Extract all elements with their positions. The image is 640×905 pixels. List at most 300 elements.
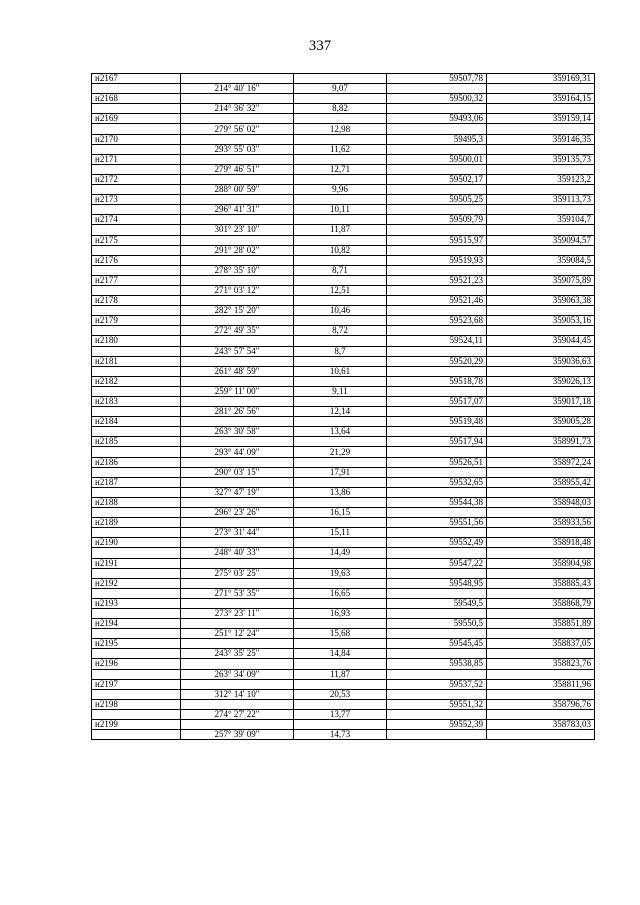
empty-cell bbox=[181, 154, 294, 164]
coordinate-x: 59537,52 bbox=[387, 679, 487, 689]
coordinate-x: 59515,97 bbox=[387, 235, 487, 245]
empty-cell bbox=[487, 225, 595, 235]
empty-cell bbox=[294, 417, 387, 427]
empty-cell bbox=[487, 689, 595, 699]
segment-length: 12,14 bbox=[294, 407, 387, 417]
coordinate-x: 59502,17 bbox=[387, 174, 487, 184]
empty-cell bbox=[92, 164, 181, 174]
point-row bbox=[92, 497, 595, 507]
empty-cell bbox=[487, 346, 595, 356]
direction-angle: 288° 00' 59" bbox=[181, 185, 294, 195]
empty-cell bbox=[387, 588, 487, 598]
empty-cell bbox=[294, 215, 387, 225]
empty-cell bbox=[294, 397, 387, 407]
segment-row bbox=[92, 225, 595, 235]
empty-cell bbox=[487, 185, 595, 195]
point-row bbox=[92, 316, 595, 326]
empty-cell bbox=[387, 205, 487, 215]
point-name: н2193 bbox=[92, 598, 181, 608]
direction-angle: 248° 40' 33" bbox=[181, 548, 294, 558]
segment-row bbox=[92, 326, 595, 336]
coordinate-y: 358783,03 bbox=[487, 720, 595, 730]
point-name: н2196 bbox=[92, 659, 181, 669]
point-row bbox=[92, 619, 595, 629]
direction-angle: 214° 40' 16" bbox=[181, 84, 294, 94]
empty-cell bbox=[92, 407, 181, 417]
segment-length: 9,96 bbox=[294, 185, 387, 195]
empty-cell bbox=[487, 386, 595, 396]
point-row bbox=[92, 558, 595, 568]
direction-angle: 293° 55' 03" bbox=[181, 144, 294, 154]
empty-cell bbox=[487, 164, 595, 174]
coordinate-x: 59551,56 bbox=[387, 518, 487, 528]
segment-row bbox=[92, 447, 595, 457]
empty-cell bbox=[294, 336, 387, 346]
segment-length: 16,15 bbox=[294, 508, 387, 518]
direction-angle: 291° 28' 02" bbox=[181, 245, 294, 255]
point-row bbox=[92, 417, 595, 427]
point-row bbox=[92, 296, 595, 306]
direction-angle: 271° 03' 12" bbox=[181, 285, 294, 295]
coordinate-x: 59519,93 bbox=[387, 255, 487, 265]
empty-cell bbox=[387, 407, 487, 417]
empty-cell bbox=[92, 508, 181, 518]
point-name: н2199 bbox=[92, 720, 181, 730]
point-row bbox=[92, 174, 595, 184]
empty-cell bbox=[92, 205, 181, 215]
empty-cell bbox=[487, 447, 595, 457]
empty-cell bbox=[181, 639, 294, 649]
segment-length: 14,73 bbox=[294, 730, 387, 740]
empty-cell bbox=[294, 154, 387, 164]
coordinate-y: 358868,79 bbox=[487, 598, 595, 608]
empty-cell bbox=[181, 296, 294, 306]
empty-cell bbox=[487, 709, 595, 719]
segment-length: 12,98 bbox=[294, 124, 387, 134]
empty-cell bbox=[294, 659, 387, 669]
empty-cell bbox=[294, 74, 387, 84]
direction-angle: 279° 56' 02" bbox=[181, 124, 294, 134]
empty-cell bbox=[387, 528, 487, 538]
point-row bbox=[92, 235, 595, 245]
empty-cell bbox=[181, 255, 294, 265]
segment-length: 10,46 bbox=[294, 306, 387, 316]
segment-length: 9,07 bbox=[294, 84, 387, 94]
point-name: н2195 bbox=[92, 639, 181, 649]
coordinate-y: 358948,03 bbox=[487, 497, 595, 507]
empty-cell bbox=[294, 174, 387, 184]
coordinate-y: 359036,63 bbox=[487, 356, 595, 366]
point-row bbox=[92, 134, 595, 144]
coordinate-x: 59517,94 bbox=[387, 437, 487, 447]
empty-cell bbox=[387, 124, 487, 134]
point-name: н2192 bbox=[92, 578, 181, 588]
coordinate-y: 358823,76 bbox=[487, 659, 595, 669]
coordinate-y: 359063,38 bbox=[487, 296, 595, 306]
empty-cell bbox=[294, 94, 387, 104]
point-name: н2168 bbox=[92, 94, 181, 104]
empty-cell bbox=[387, 366, 487, 376]
empty-cell bbox=[387, 548, 487, 558]
empty-cell bbox=[181, 518, 294, 528]
segment-length: 8,71 bbox=[294, 265, 387, 275]
coordinate-y: 359146,35 bbox=[487, 134, 595, 144]
direction-angle: 214° 36' 32" bbox=[181, 104, 294, 114]
direction-angle: 271° 53' 35" bbox=[181, 588, 294, 598]
empty-cell bbox=[387, 730, 487, 740]
point-row bbox=[92, 457, 595, 467]
empty-cell bbox=[92, 326, 181, 336]
direction-angle: 278° 35' 10" bbox=[181, 265, 294, 275]
point-row bbox=[92, 699, 595, 709]
segment-row bbox=[92, 164, 595, 174]
point-name: н2179 bbox=[92, 316, 181, 326]
empty-cell bbox=[387, 326, 487, 336]
empty-cell bbox=[92, 386, 181, 396]
coordinate-y: 358955,42 bbox=[487, 477, 595, 487]
segment-row bbox=[92, 366, 595, 376]
empty-cell bbox=[387, 467, 487, 477]
point-name: н2175 bbox=[92, 235, 181, 245]
empty-cell bbox=[387, 185, 487, 195]
direction-angle: 243° 57' 54" bbox=[181, 346, 294, 356]
segment-row bbox=[92, 245, 595, 255]
coordinate-y: 359005,28 bbox=[487, 417, 595, 427]
empty-cell bbox=[387, 84, 487, 94]
empty-cell bbox=[92, 608, 181, 618]
direction-angle: 259° 11' 00" bbox=[181, 386, 294, 396]
empty-cell bbox=[487, 285, 595, 295]
empty-cell bbox=[294, 518, 387, 528]
point-name: н2182 bbox=[92, 376, 181, 386]
empty-cell bbox=[294, 457, 387, 467]
coordinate-y: 358837,05 bbox=[487, 639, 595, 649]
empty-cell bbox=[181, 720, 294, 730]
coordinate-x: 59520,29 bbox=[387, 356, 487, 366]
segment-length: 10,82 bbox=[294, 245, 387, 255]
coordinate-x: 59493,06 bbox=[387, 114, 487, 124]
point-row bbox=[92, 376, 595, 386]
coordinate-y: 359104,7 bbox=[487, 215, 595, 225]
point-name: н2197 bbox=[92, 679, 181, 689]
coordinate-x: 59517,07 bbox=[387, 397, 487, 407]
direction-angle: 281° 26' 56" bbox=[181, 407, 294, 417]
empty-cell bbox=[387, 104, 487, 114]
point-name: н2189 bbox=[92, 518, 181, 528]
segment-length: 19,63 bbox=[294, 568, 387, 578]
segment-length: 17,91 bbox=[294, 467, 387, 477]
direction-angle: 327° 47' 19" bbox=[181, 487, 294, 497]
direction-angle: 272° 49' 35" bbox=[181, 326, 294, 336]
coordinate-y: 359044,45 bbox=[487, 336, 595, 346]
segment-row bbox=[92, 669, 595, 679]
point-row bbox=[92, 538, 595, 548]
segment-row bbox=[92, 386, 595, 396]
empty-cell bbox=[487, 205, 595, 215]
point-name: н2167 bbox=[92, 74, 181, 84]
empty-cell bbox=[181, 336, 294, 346]
point-row bbox=[92, 336, 595, 346]
segment-length: 14,84 bbox=[294, 649, 387, 659]
empty-cell bbox=[181, 699, 294, 709]
segment-length: 9,11 bbox=[294, 386, 387, 396]
coordinate-y: 358885,43 bbox=[487, 578, 595, 588]
direction-angle: 296° 23' 26" bbox=[181, 508, 294, 518]
segment-row bbox=[92, 709, 595, 719]
point-name: н2177 bbox=[92, 275, 181, 285]
segment-length: 8,72 bbox=[294, 326, 387, 336]
empty-cell bbox=[181, 356, 294, 366]
segment-row bbox=[92, 548, 595, 558]
segment-row bbox=[92, 144, 595, 154]
empty-cell bbox=[487, 306, 595, 316]
segment-length: 13,77 bbox=[294, 709, 387, 719]
direction-angle: 273° 31' 44" bbox=[181, 528, 294, 538]
empty-cell bbox=[387, 669, 487, 679]
empty-cell bbox=[181, 558, 294, 568]
empty-cell bbox=[92, 265, 181, 275]
empty-cell bbox=[387, 144, 487, 154]
segment-row bbox=[92, 427, 595, 437]
coordinate-y: 358918,48 bbox=[487, 538, 595, 548]
empty-cell bbox=[487, 467, 595, 477]
segment-row bbox=[92, 508, 595, 518]
segment-length: 11,87 bbox=[294, 225, 387, 235]
point-name: н2172 bbox=[92, 174, 181, 184]
coordinate-x: 59500,01 bbox=[387, 154, 487, 164]
coordinate-x: 59549,5 bbox=[387, 598, 487, 608]
segment-length: 13,64 bbox=[294, 427, 387, 437]
coordinate-y: 359164,15 bbox=[487, 94, 595, 104]
empty-cell bbox=[92, 225, 181, 235]
empty-cell bbox=[387, 427, 487, 437]
empty-cell bbox=[487, 144, 595, 154]
empty-cell bbox=[294, 134, 387, 144]
direction-angle: 301° 23' 10" bbox=[181, 225, 294, 235]
empty-cell bbox=[487, 568, 595, 578]
empty-cell bbox=[294, 578, 387, 588]
empty-cell bbox=[294, 437, 387, 447]
segment-row bbox=[92, 84, 595, 94]
point-name: н2169 bbox=[92, 114, 181, 124]
empty-cell bbox=[387, 164, 487, 174]
empty-cell bbox=[487, 508, 595, 518]
empty-cell bbox=[92, 124, 181, 134]
coordinate-x: 59519,48 bbox=[387, 417, 487, 427]
coordinate-y: 358972,24 bbox=[487, 457, 595, 467]
segment-row bbox=[92, 649, 595, 659]
coordinate-y: 358904,98 bbox=[487, 558, 595, 568]
empty-cell bbox=[294, 356, 387, 366]
empty-cell bbox=[181, 134, 294, 144]
coordinate-y: 359123,2 bbox=[487, 174, 595, 184]
segment-length: 11,87 bbox=[294, 669, 387, 679]
empty-cell bbox=[294, 114, 387, 124]
empty-cell bbox=[92, 245, 181, 255]
point-row bbox=[92, 477, 595, 487]
segment-row bbox=[92, 306, 595, 316]
empty-cell bbox=[92, 285, 181, 295]
empty-cell bbox=[387, 508, 487, 518]
point-row bbox=[92, 94, 595, 104]
coordinate-y: 359135,73 bbox=[487, 154, 595, 164]
empty-cell bbox=[181, 679, 294, 689]
point-row bbox=[92, 659, 595, 669]
empty-cell bbox=[294, 376, 387, 386]
segment-row bbox=[92, 730, 595, 740]
point-name: н2187 bbox=[92, 477, 181, 487]
empty-cell bbox=[92, 306, 181, 316]
segment-length: 21,29 bbox=[294, 447, 387, 457]
segment-length: 20,53 bbox=[294, 689, 387, 699]
segment-row bbox=[92, 467, 595, 477]
point-row bbox=[92, 397, 595, 407]
coordinate-x: 59509,79 bbox=[387, 215, 487, 225]
coordinate-y: 359159,14 bbox=[487, 114, 595, 124]
empty-cell bbox=[387, 245, 487, 255]
direction-angle: 263° 34' 09" bbox=[181, 669, 294, 679]
empty-cell bbox=[181, 114, 294, 124]
coordinate-x: 59523,68 bbox=[387, 316, 487, 326]
coordinates-table-body bbox=[92, 74, 595, 740]
empty-cell bbox=[294, 619, 387, 629]
empty-cell bbox=[487, 427, 595, 437]
empty-cell bbox=[181, 376, 294, 386]
empty-cell bbox=[181, 195, 294, 205]
segment-length: 16,93 bbox=[294, 608, 387, 618]
empty-cell bbox=[181, 497, 294, 507]
empty-cell bbox=[387, 306, 487, 316]
point-name: н2174 bbox=[92, 215, 181, 225]
segment-row bbox=[92, 629, 595, 639]
empty-cell bbox=[387, 709, 487, 719]
coordinate-x: 59524,11 bbox=[387, 336, 487, 346]
empty-cell bbox=[181, 578, 294, 588]
empty-cell bbox=[487, 366, 595, 376]
empty-cell bbox=[181, 538, 294, 548]
empty-cell bbox=[181, 74, 294, 84]
coordinate-y: 359075,89 bbox=[487, 275, 595, 285]
segment-row bbox=[92, 285, 595, 295]
point-row bbox=[92, 275, 595, 285]
empty-cell bbox=[294, 235, 387, 245]
empty-cell bbox=[92, 629, 181, 639]
point-name: н2170 bbox=[92, 134, 181, 144]
empty-cell bbox=[387, 285, 487, 295]
empty-cell bbox=[92, 528, 181, 538]
empty-cell bbox=[487, 84, 595, 94]
segment-length: 8,7 bbox=[294, 346, 387, 356]
empty-cell bbox=[92, 467, 181, 477]
empty-cell bbox=[387, 629, 487, 639]
empty-cell bbox=[294, 538, 387, 548]
empty-cell bbox=[92, 84, 181, 94]
coordinate-x: 59552,39 bbox=[387, 720, 487, 730]
empty-cell bbox=[387, 608, 487, 618]
empty-cell bbox=[487, 407, 595, 417]
empty-cell bbox=[92, 649, 181, 659]
empty-cell bbox=[387, 689, 487, 699]
segment-length: 8,82 bbox=[294, 104, 387, 114]
empty-cell bbox=[294, 195, 387, 205]
coordinate-y: 359113,73 bbox=[487, 195, 595, 205]
point-name: н2194 bbox=[92, 619, 181, 629]
point-row bbox=[92, 518, 595, 528]
direction-angle: 257° 39' 09" bbox=[181, 730, 294, 740]
empty-cell bbox=[387, 265, 487, 275]
direction-angle: 243° 35' 25" bbox=[181, 649, 294, 659]
empty-cell bbox=[181, 598, 294, 608]
coordinate-y: 359084,5 bbox=[487, 255, 595, 265]
point-name: н2190 bbox=[92, 538, 181, 548]
segment-length: 11,62 bbox=[294, 144, 387, 154]
empty-cell bbox=[487, 104, 595, 114]
coordinate-y: 358991,73 bbox=[487, 437, 595, 447]
empty-cell bbox=[294, 558, 387, 568]
coordinate-x: 59521,46 bbox=[387, 296, 487, 306]
empty-cell bbox=[92, 104, 181, 114]
point-row bbox=[92, 437, 595, 447]
segment-row bbox=[92, 185, 595, 195]
coordinate-x: 59552,49 bbox=[387, 538, 487, 548]
coordinate-x: 59545,45 bbox=[387, 639, 487, 649]
segment-length: 15,11 bbox=[294, 528, 387, 538]
empty-cell bbox=[487, 629, 595, 639]
coordinate-y: 359094,57 bbox=[487, 235, 595, 245]
point-name: н2171 bbox=[92, 154, 181, 164]
empty-cell bbox=[181, 316, 294, 326]
empty-cell bbox=[181, 417, 294, 427]
coordinate-y: 359017,18 bbox=[487, 397, 595, 407]
direction-angle: 251° 12' 24" bbox=[181, 629, 294, 639]
empty-cell bbox=[181, 457, 294, 467]
point-name: н2178 bbox=[92, 296, 181, 306]
point-name: н2184 bbox=[92, 417, 181, 427]
segment-length: 12,51 bbox=[294, 285, 387, 295]
empty-cell bbox=[487, 588, 595, 598]
empty-cell bbox=[92, 689, 181, 699]
point-name: н2173 bbox=[92, 195, 181, 205]
direction-angle: 275° 03' 25" bbox=[181, 568, 294, 578]
segment-length: 16,65 bbox=[294, 588, 387, 598]
empty-cell bbox=[181, 437, 294, 447]
direction-angle: 274° 27' 22" bbox=[181, 709, 294, 719]
page-number: 337 bbox=[308, 38, 332, 54]
empty-cell bbox=[294, 699, 387, 709]
segment-row bbox=[92, 689, 595, 699]
coordinate-x: 59538,85 bbox=[387, 659, 487, 669]
segment-length: 10,11 bbox=[294, 205, 387, 215]
empty-cell bbox=[92, 669, 181, 679]
segment-row bbox=[92, 124, 595, 134]
empty-cell bbox=[92, 568, 181, 578]
empty-cell bbox=[92, 709, 181, 719]
direction-angle: 290° 03' 15" bbox=[181, 467, 294, 477]
coordinate-x: 59500,32 bbox=[387, 94, 487, 104]
coordinate-x: 59521,23 bbox=[387, 275, 487, 285]
coordinate-x: 59507,78 bbox=[387, 74, 487, 84]
empty-cell bbox=[92, 185, 181, 195]
direction-angle: 273° 23' 11" bbox=[181, 608, 294, 618]
coordinate-x: 59518,78 bbox=[387, 376, 487, 386]
empty-cell bbox=[181, 619, 294, 629]
point-row bbox=[92, 578, 595, 588]
coordinate-y: 358811,96 bbox=[487, 679, 595, 689]
direction-angle: 282° 15' 20" bbox=[181, 306, 294, 316]
empty-cell bbox=[92, 447, 181, 457]
empty-cell bbox=[294, 275, 387, 285]
empty-cell bbox=[92, 346, 181, 356]
